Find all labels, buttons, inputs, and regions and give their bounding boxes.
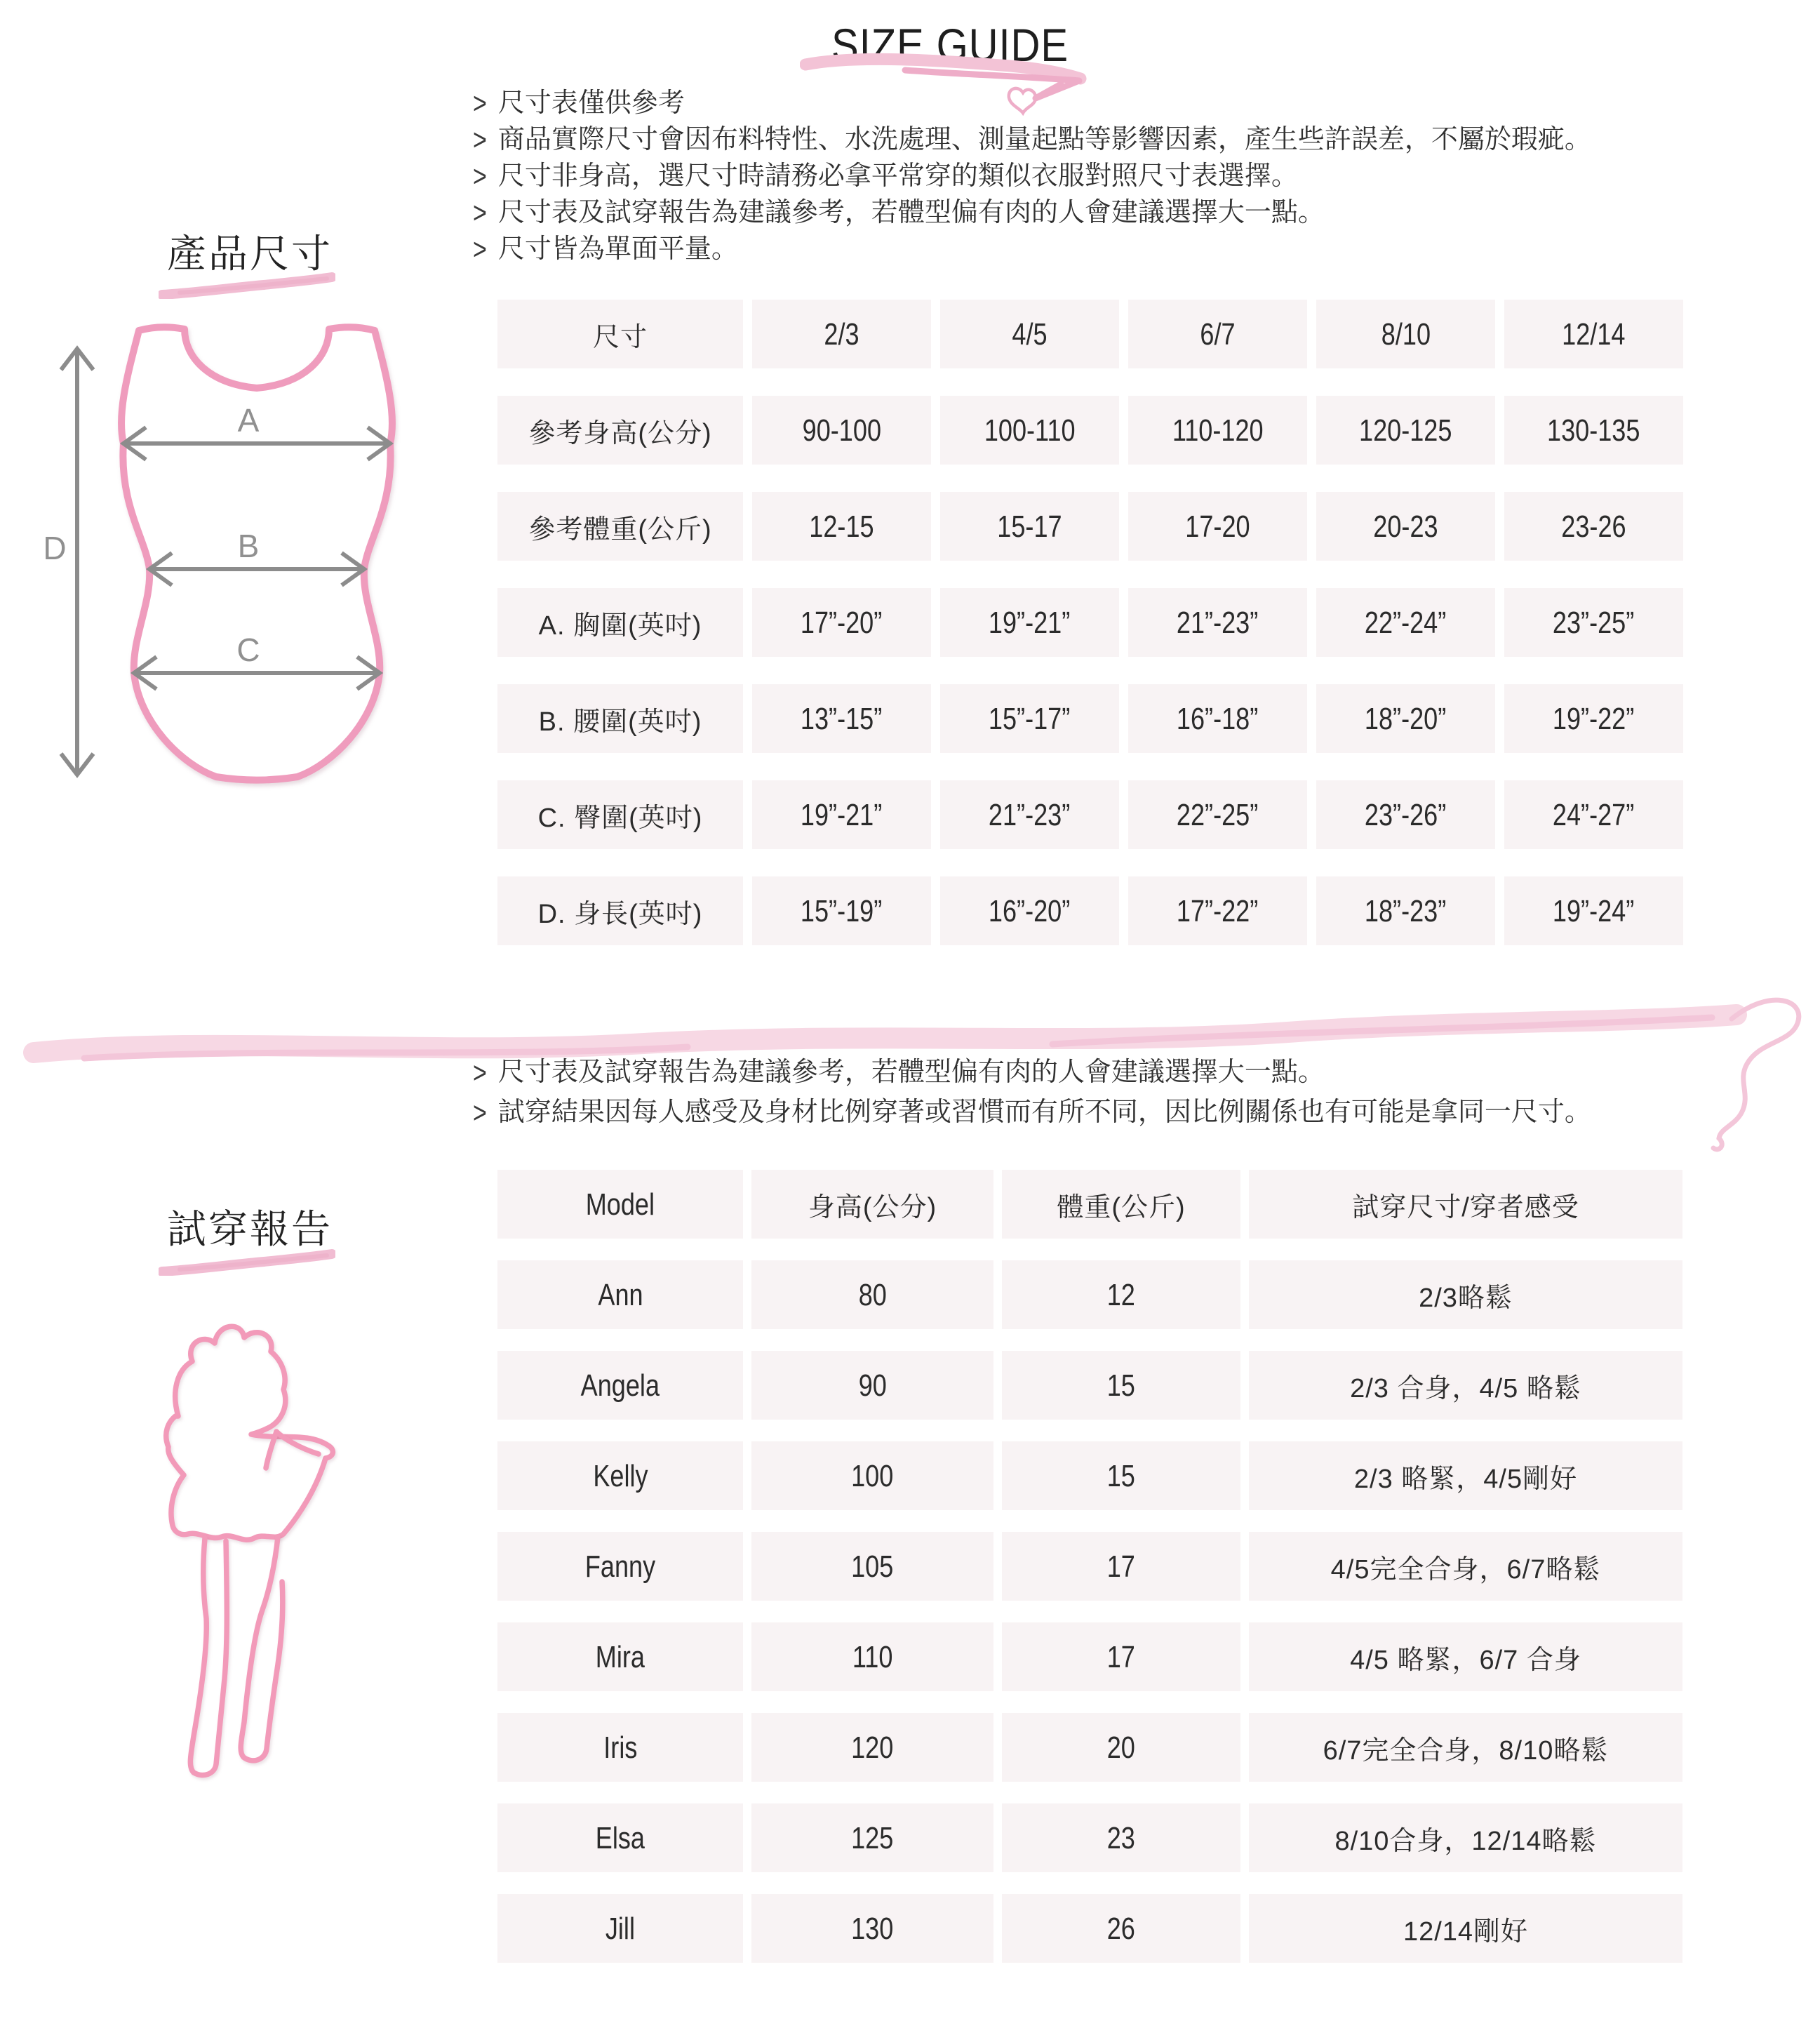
value-cell: 身高(公分) [751, 1170, 993, 1239]
value-cell: 2/3略鬆 [1249, 1260, 1682, 1329]
row-label-cell: 尺寸 [497, 300, 743, 368]
value-cell: 體重(公斤) [1002, 1170, 1240, 1239]
value-cell: 15-17 [940, 492, 1119, 561]
row-label-cell: Mira [497, 1622, 743, 1691]
table-row [497, 1894, 1682, 1963]
size-table [497, 300, 1683, 973]
note-line [473, 195, 1591, 232]
value-cell: 試穿尺寸/穿者感受 [1249, 1170, 1682, 1239]
note-text: 尺寸表及試穿報告為建議參考，若體型偏有肉的人會建議選擇大一點。 [497, 1058, 1325, 1087]
value-cell: 15”-19” [752, 876, 931, 945]
value-cell: 105 [751, 1532, 993, 1601]
value-cell: 6/7 [1128, 300, 1307, 368]
value-cell: 12/14 [1504, 300, 1683, 368]
table-row [497, 1532, 1682, 1601]
row-label-cell: A. 胸圍(英吋) [497, 588, 743, 657]
value-cell: 2/3 略緊，4/5剛好 [1249, 1441, 1682, 1510]
table-row [497, 492, 1683, 561]
value-cell: 12 [1002, 1260, 1240, 1329]
note-line [473, 122, 1591, 159]
value-cell: 16”-18” [1128, 684, 1307, 753]
value-cell: 16”-20” [940, 876, 1119, 945]
value-cell: 120 [751, 1713, 993, 1782]
note-bullet: > [473, 87, 487, 121]
table-row [497, 1260, 1682, 1329]
note-text: 尺寸非身高，選尺寸時請務必拿平常穿的類似衣服對照尺寸表選擇。 [497, 161, 1298, 191]
row-label-cell: 參考體重(公斤) [497, 492, 743, 561]
value-cell: 15”-17” [940, 684, 1119, 753]
value-cell: 4/5完全合身，6/7略鬆 [1249, 1532, 1682, 1601]
value-cell: 20-23 [1316, 492, 1495, 561]
row-label-cell: Ann [497, 1260, 743, 1329]
note-text: 試穿結果因每人感受及身材比例穿著或習慣而有所不同，因比例關係也有可能是拿同一尺寸。 [497, 1098, 1591, 1127]
dim-label-c: C [236, 632, 260, 668]
value-cell: 17”-22” [1128, 876, 1307, 945]
product-diagram [41, 307, 409, 803]
value-cell: 8/10 [1316, 300, 1495, 368]
value-cell: 19”-21” [940, 588, 1119, 657]
table-row [497, 1441, 1682, 1510]
fit-table [497, 1170, 1682, 1985]
value-cell: 19”-24” [1504, 876, 1683, 945]
value-cell: 100 [751, 1441, 993, 1510]
dim-label-b: B [237, 528, 260, 564]
value-cell: 18”-20” [1316, 684, 1495, 753]
note-line [473, 159, 1591, 195]
note-line [473, 1093, 1591, 1133]
value-cell: 110-120 [1128, 396, 1307, 465]
value-cell: 2/3 合身，4/5 略鬆 [1249, 1351, 1682, 1420]
value-cell: 19”-22” [1504, 684, 1683, 753]
table-row [497, 588, 1683, 657]
table-row [497, 396, 1683, 465]
table-row [497, 780, 1683, 849]
value-cell: 130 [751, 1894, 993, 1963]
note-bullet: > [473, 1096, 487, 1130]
value-cell: 100-110 [940, 396, 1119, 465]
table-row [497, 684, 1683, 753]
fitting-section-heading: 試穿報告 [167, 1207, 333, 1251]
table-row [497, 1351, 1682, 1420]
note-bullet: > [473, 196, 487, 230]
value-cell: 17 [1002, 1622, 1240, 1691]
note-line [473, 232, 1591, 268]
note-text: 尺寸表僅供參考 [497, 88, 685, 118]
row-label-cell: Model [497, 1170, 743, 1239]
value-cell: 23-26 [1504, 492, 1683, 561]
value-cell: 4/5 [940, 300, 1119, 368]
value-cell: 125 [751, 1803, 993, 1872]
value-cell: 15 [1002, 1441, 1240, 1510]
product-heading-brush-icon [159, 272, 335, 299]
table-header-row [497, 1170, 1682, 1239]
row-label-cell: 參考身高(公分) [497, 396, 743, 465]
notes-middle [473, 1053, 1591, 1133]
row-label-cell: D. 身長(英吋) [497, 876, 743, 945]
value-cell: 23 [1002, 1803, 1240, 1872]
value-cell: 80 [751, 1260, 993, 1329]
value-cell: 15 [1002, 1351, 1240, 1420]
value-cell: 20 [1002, 1713, 1240, 1782]
value-cell: 6/7完全合身，8/10略鬆 [1249, 1713, 1682, 1782]
value-cell: 90 [751, 1351, 993, 1420]
value-cell: 120-125 [1316, 396, 1495, 465]
girl-silhouette-icon [138, 1316, 425, 1829]
value-cell: 22”-24” [1316, 588, 1495, 657]
table-row [497, 1803, 1682, 1872]
note-bullet: > [473, 1056, 487, 1090]
value-cell: 18”-23” [1316, 876, 1495, 945]
value-cell: 21”-23” [940, 780, 1119, 849]
row-label-cell: Fanny [497, 1532, 743, 1601]
value-cell: 17 [1002, 1532, 1240, 1601]
table-row [497, 1713, 1682, 1782]
note-bullet: > [473, 160, 487, 194]
note-line [473, 86, 1591, 122]
table-row [497, 876, 1683, 945]
product-section-heading: 產品尺寸 [167, 232, 333, 276]
row-label-cell: Jill [497, 1894, 743, 1963]
value-cell: 2/3 [752, 300, 931, 368]
table-header-row [497, 300, 1683, 368]
note-text: 尺寸皆為單面平量。 [497, 234, 738, 264]
page-title: SIZE GUIDE [831, 19, 1069, 71]
note-text: 尺寸表及試穿報告為建議參考，若體型偏有肉的人會建議選擇大一點。 [497, 198, 1325, 227]
value-cell: 17”-20” [752, 588, 931, 657]
dim-label-d: D [43, 530, 67, 566]
value-cell: 4/5 略緊，6/7 合身 [1249, 1622, 1682, 1691]
table-row [497, 1622, 1682, 1691]
value-cell: 12/14剛好 [1249, 1894, 1682, 1963]
note-line [473, 1053, 1591, 1093]
value-cell: 26 [1002, 1894, 1240, 1963]
value-cell: 22”-25” [1128, 780, 1307, 849]
value-cell: 19”-21” [752, 780, 931, 849]
note-bullet: > [473, 124, 487, 157]
notes-top [473, 86, 1591, 268]
fitting-heading-brush-icon [159, 1249, 335, 1276]
row-label-cell: B. 腰圍(英吋) [497, 684, 743, 753]
value-cell: 23”-25” [1504, 588, 1683, 657]
value-cell: 110 [751, 1622, 993, 1691]
dim-label-a: A [237, 402, 260, 439]
note-bullet: > [473, 233, 487, 267]
row-label-cell: Angela [497, 1351, 743, 1420]
value-cell: 90-100 [752, 396, 931, 465]
value-cell: 17-20 [1128, 492, 1307, 561]
value-cell: 23”-26” [1316, 780, 1495, 849]
value-cell: 130-135 [1504, 396, 1683, 465]
row-label-cell: C. 臀圍(英吋) [497, 780, 743, 849]
row-label-cell: Elsa [497, 1803, 743, 1872]
row-label-cell: Kelly [497, 1441, 743, 1510]
value-cell: 21”-23” [1128, 588, 1307, 657]
value-cell: 12-15 [752, 492, 931, 561]
row-label-cell: Iris [497, 1713, 743, 1782]
value-cell: 13”-15” [752, 684, 931, 753]
note-text: 商品實際尺寸會因布料特性、水洗處理、測量起點等影響因素，產生些許誤差，不屬於瑕疵。 [497, 125, 1591, 154]
value-cell: 8/10合身，12/14略鬆 [1249, 1803, 1682, 1872]
value-cell: 24”-27” [1504, 780, 1683, 849]
